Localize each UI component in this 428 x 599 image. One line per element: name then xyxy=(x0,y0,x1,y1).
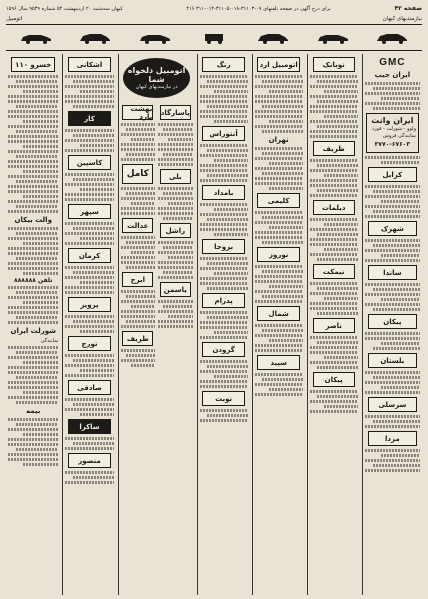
page-label: صفحه ۴۲ xyxy=(394,5,422,12)
ad-header: نوبت xyxy=(202,391,244,406)
left-phone: تلفن ۸۸۸۸۸۸ xyxy=(13,277,53,284)
car-icon xyxy=(375,32,409,44)
classified-columns xyxy=(6,54,422,595)
ad-header: شهرک xyxy=(368,221,416,236)
ad-header: کار xyxy=(68,111,110,126)
ad-header: اشکانی xyxy=(68,57,110,72)
ad-header: ساندا xyxy=(368,265,416,280)
ad-header: کرمان xyxy=(68,248,110,263)
column-6 xyxy=(62,54,115,595)
ad-header: ساکرا xyxy=(68,419,110,434)
column-4 xyxy=(197,54,250,595)
ad-header: پدرام xyxy=(202,293,244,308)
ad-header: ایرج xyxy=(122,272,153,287)
dealer-phone: ۳۷۷۰-۶۷۶۰۳ xyxy=(374,141,411,148)
dealer-box xyxy=(366,113,419,153)
ad-header: مزدا xyxy=(368,431,416,446)
ad-header: راشل xyxy=(160,223,191,238)
gmc-label: ایران جیپ xyxy=(374,71,411,79)
ad-header: یاسمن xyxy=(160,282,191,297)
car-icon xyxy=(138,32,172,44)
ad-header: پاسارگاد xyxy=(160,105,191,120)
ad-header: پیکان xyxy=(368,314,416,329)
chevrolet-sub: نمایندگی xyxy=(40,338,59,344)
ad-header: اتومبیل ارد xyxy=(257,57,299,72)
ad-header: ظریف xyxy=(313,141,355,156)
ad-header: بهشت پارد xyxy=(122,105,153,120)
feature-title: اتومبیل دلخواه شما xyxy=(127,66,186,84)
ad-header: رنگ xyxy=(202,57,244,72)
ad-header: نیمکت xyxy=(313,264,355,279)
car-icon xyxy=(256,32,290,44)
ad-header: نوروز xyxy=(257,247,299,262)
column-left xyxy=(6,54,60,595)
column-3 xyxy=(252,54,305,595)
banner-left: اتومبیل xyxy=(6,16,23,22)
column-2 xyxy=(307,54,360,595)
car-icon xyxy=(19,32,53,44)
issue-line: کیهان سه‌شنبه ۲۰ اردیبهشت ۵۴ شماره ۹۵۳۹ سال ۱۵۹۶ xyxy=(6,5,123,12)
ad-header: کرایل xyxy=(368,167,416,182)
ad-header: شمال xyxy=(257,306,299,321)
ad-header: بروجا xyxy=(202,239,244,254)
car-icon xyxy=(78,32,112,44)
ad-header: سرسلی xyxy=(368,397,416,412)
ad-header: دیلمات xyxy=(313,200,355,215)
ad-header: کلیمی xyxy=(257,193,299,208)
ad-header: گرودن xyxy=(202,342,244,357)
insurance-title: بیمه xyxy=(26,407,41,415)
ad-header: پیکان xyxy=(313,372,355,387)
ad-header: تورج xyxy=(68,336,110,351)
chevrolet-title: شورلت ایران xyxy=(10,327,57,335)
ad-header: عدالت xyxy=(122,218,153,233)
feature-subtitle: در نیازمندیهای کیهان xyxy=(135,84,178,90)
ad-header: پرویز xyxy=(68,297,110,312)
ad-header: بلستان xyxy=(368,353,416,368)
ad-header: تهران xyxy=(268,136,289,144)
ad-header: سپید xyxy=(257,355,299,370)
ad-header: بلی xyxy=(160,169,191,184)
left-box-title: والت بیکان xyxy=(14,216,52,224)
gmc-logo: GMC xyxy=(379,57,406,68)
ad-header: آنتوراس xyxy=(202,126,244,141)
section-banner xyxy=(6,14,422,25)
phone-line: برای درج آگهی در صفحه تلفنهای ۰۷-۳۱۱۰۳-۰۱۸-۳۱۱۰۵-۰۱۴-۳۱۱ ۴۱۶ xyxy=(186,5,331,12)
column-feature xyxy=(118,54,195,595)
car-illustration-strip xyxy=(6,26,422,51)
feature-emblem xyxy=(123,58,189,98)
column-gmc xyxy=(362,54,422,595)
ad-header: منصور xyxy=(68,453,110,468)
masthead-line xyxy=(6,4,422,13)
dealer-sub: نمایندگی فروش xyxy=(382,133,416,139)
banner-right: نیازمندیهای کیهان xyxy=(382,16,422,22)
ad-header: کاسپین xyxy=(68,155,110,170)
ad-header: ناصر xyxy=(313,318,355,333)
ad-header: طریف xyxy=(122,331,153,346)
ad-header: خسرو ۱۱۰ xyxy=(11,57,55,72)
dealer-title: ایران وانت xyxy=(371,116,414,125)
ad-header: نوبانک xyxy=(313,57,355,72)
ad-header: کامل xyxy=(122,164,153,184)
ad-header: بامداد xyxy=(202,185,244,200)
jeep-icon xyxy=(197,32,231,44)
ad-header: صادقی xyxy=(68,380,110,395)
car-icon xyxy=(316,32,350,44)
dealer-line: ولوو - شورلت - فورد xyxy=(371,126,416,132)
ad-header: سپهر xyxy=(68,204,110,219)
